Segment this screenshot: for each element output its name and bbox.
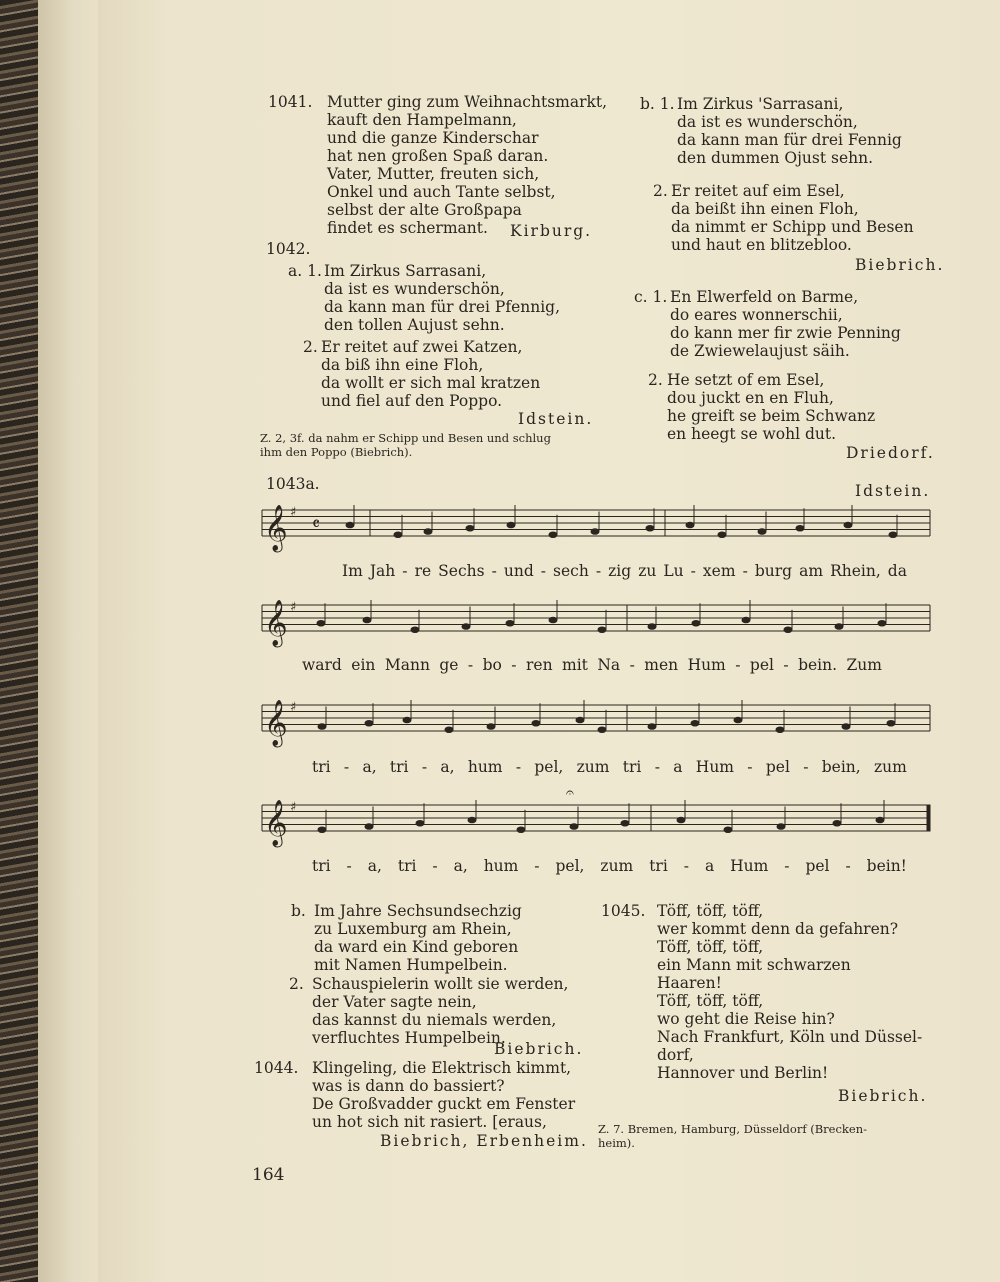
final-bar [927, 805, 930, 831]
song-1044-place: Biebrich, Erbenheim. [380, 1132, 588, 1150]
lyric-syllable: - [629, 656, 635, 674]
note-head [718, 531, 727, 538]
lyric-syllable: xem [702, 562, 736, 580]
lyric-syllable: Mann [384, 656, 430, 674]
lyric-syllable: - [511, 656, 517, 674]
song-1043b-verse1: Im Jahre Sechsundsechzig zu Luxemburg am Rhein, da ward ein Kind geboren mit Namen Humpelbein. [314, 902, 522, 974]
lyric-syllable: bein! [866, 857, 907, 875]
lyric-syllable: bein, [821, 758, 861, 776]
note-head [394, 531, 403, 538]
song-number-1042: 1042. [266, 240, 311, 258]
lyric-syllable: zum [600, 857, 634, 875]
song-1042a-footnote: Z. 2, 3f. da nahm er Schipp und Besen und schlug ihm den Poppo (Biebrich). [260, 431, 551, 459]
lyric-syllable: tri [649, 857, 668, 875]
lyric-line [312, 857, 907, 875]
note-head [686, 522, 695, 529]
lyric-syllable: tri [397, 857, 417, 875]
lyric-syllable: pel [765, 758, 790, 776]
lyric-syllable: - [783, 656, 789, 674]
lyric-syllable: zig [608, 562, 632, 580]
note-head [742, 617, 751, 624]
lyric-syllable: tri [389, 758, 409, 776]
note-head [468, 817, 477, 824]
lyric-line [312, 758, 907, 776]
note-head [796, 525, 805, 532]
lyric-syllable: Hum [695, 758, 734, 776]
lyric-syllable: - [803, 758, 809, 776]
note-head [889, 531, 898, 538]
note-head [646, 525, 655, 532]
lyric-syllable: burg [754, 562, 793, 580]
treble-clef: 𝄞 [264, 800, 288, 846]
lyric-syllable: - [845, 857, 851, 875]
note-head [692, 620, 701, 627]
note-head [724, 826, 733, 833]
song-1043b-label: b. [291, 902, 306, 920]
treble-clef: 𝄞 [264, 600, 288, 646]
note-head [445, 726, 454, 733]
song-1044-text: Klingeling, die Elektrisch kimmt, was is dann do bassiert? De Großvadder guckt em Fenster un hot sich nit rasiert. [eraus, [312, 1059, 576, 1131]
lyric-syllable: Lu [663, 562, 684, 580]
lyric-syllable: ein [351, 656, 376, 674]
lyric-syllable: zum [576, 758, 610, 776]
fermata: 𝄐 [566, 785, 574, 801]
note-head [598, 726, 607, 733]
note-head [621, 820, 630, 827]
lyric-syllable: Sechs [438, 562, 485, 580]
lyric-syllable: sech [553, 562, 589, 580]
note-head [691, 720, 700, 727]
note-head [648, 723, 657, 730]
note-head [784, 626, 793, 633]
lyric-syllable: am [799, 562, 824, 580]
song-1042c-place: Driedorf. [846, 444, 935, 462]
song-1042b-label: b. 1. [640, 95, 675, 113]
song-1042c-verse2: He setzt of em Esel, dou juckt en en Fluh, he greift se beim Schwanz en heegt se wohl dut. [667, 371, 876, 443]
note-head [318, 826, 327, 833]
song-1042a-label: a. 1. [288, 262, 322, 280]
key-signature-sharp: ♯ [290, 800, 297, 815]
lyric-syllable: - [690, 562, 696, 580]
lyric-line [342, 562, 907, 580]
lyric-syllable: a, [453, 857, 468, 875]
note-head [532, 720, 541, 727]
lyric-syllable: pel [805, 857, 830, 875]
lyric-syllable: - [402, 562, 408, 580]
lyric-syllable: zu [638, 562, 657, 580]
lyric-syllable: pel, [555, 857, 585, 875]
lyric-syllable: tri [622, 758, 642, 776]
note-head [507, 522, 516, 529]
song-number-1041: 1041. [268, 93, 313, 111]
song-1041-place: Kirburg. [510, 222, 593, 240]
note-head [346, 522, 355, 529]
note-head [365, 823, 374, 830]
page-number: 164 [252, 1165, 285, 1185]
note-head [833, 820, 842, 827]
song-1042c-label: c. 1. [634, 288, 668, 306]
key-signature-sharp: ♯ [290, 700, 297, 715]
song-1043a-place: Idstein. [855, 482, 931, 500]
note-head [844, 522, 853, 529]
song-1042c-verse2-label: 2. [648, 371, 663, 389]
song-1042c-verse1: En Elwerfeld on Barme, do eares wonnerschii, do kann mer fir zwie Penning de Zwiewelaujust säih. [670, 288, 901, 360]
lyric-syllable: a [673, 758, 683, 776]
lyric-syllable: Na [597, 656, 621, 674]
lyric-syllable: - [343, 758, 350, 776]
note-head [878, 620, 887, 627]
lyric-syllable: a, [362, 758, 377, 776]
note-head [318, 723, 327, 730]
song-1045-text: Töff, töff, töff, wer kommt denn da gefahren? Töff, töff, töff, ein Mann mit schwarzen Haaren! Töff, töff, töff, wo geht die Reise hin? Nach Frankfurt, Köln und Düssel- dorf, Hannover und Berlin! [657, 902, 923, 1082]
note-head [576, 717, 585, 724]
lyric-syllable: pel [749, 656, 774, 674]
lyric-syllable: ward [302, 656, 342, 674]
lyric-syllable: zum [874, 758, 907, 776]
lyric-syllable: bein. [798, 656, 838, 674]
key-signature-sharp: ♯ [290, 505, 297, 520]
note-head [416, 820, 425, 827]
note-head [776, 726, 785, 733]
song-1042a-verse2-label: 2. [303, 338, 318, 356]
note-head [887, 720, 896, 727]
time-signature: 𝄴 [312, 514, 321, 535]
lyric-syllable: - [534, 857, 540, 875]
lyric-syllable: - [683, 857, 689, 875]
key-signature-sharp: ♯ [290, 600, 297, 615]
lyric-syllable: tri [312, 758, 331, 776]
lyric-syllable: - [421, 758, 428, 776]
note-head [487, 723, 496, 730]
note-head [648, 623, 657, 630]
lyric-syllable: hum [483, 857, 519, 875]
note-head [549, 617, 558, 624]
note-head [411, 626, 420, 633]
song-1041-text: Mutter ging zum Weihnachtsmarkt, kauft den Hampelmann, und die ganze Kinderschar hat nen großen Spaß daran. Vater, Mutter, freuten sich, Onkel und auch Tante selbst, selbst der alte Großpapa findet es schermant. [327, 93, 608, 237]
note-head [506, 620, 515, 627]
lyric-syllable: hum [467, 758, 503, 776]
lyric-syllable: bo [482, 656, 502, 674]
song-1043b-place: Biebrich. [494, 1040, 584, 1058]
lyric-syllable: - [595, 562, 602, 580]
song-number-1045: 1045. [601, 902, 646, 920]
lyric-syllable: Im [342, 562, 363, 580]
lyric-syllable: da [887, 562, 907, 580]
song-number-1044: 1044. [254, 1059, 299, 1077]
note-head [317, 620, 326, 627]
lyric-syllable: a, [440, 758, 455, 776]
lyric-syllable: - [515, 758, 522, 776]
song-1042b-place: Biebrich. [855, 256, 945, 274]
lyric-syllable: Hum [687, 656, 726, 674]
lyric-syllable: - [742, 562, 748, 580]
song-1042a-place: Idstein. [518, 410, 594, 428]
lyric-syllable: - [784, 857, 790, 875]
lyric-syllable: - [654, 758, 660, 776]
lyric-syllable: - [540, 562, 547, 580]
lyric-syllable: mit [562, 656, 588, 674]
note-head [591, 528, 600, 535]
song-1042a-verse1: Im Zirkus Sarrasani, da ist es wunderschön, da kann man für drei Pfennig, den tollen Aujust sehn. [324, 262, 561, 334]
note-head [777, 823, 786, 830]
note-head [466, 525, 475, 532]
lyric-syllable: Rhein, [830, 562, 881, 580]
song-1042b-verse1: Im Zirkus 'Sarrasani, da ist es wunderschön, da kann man für drei Fennig den dummen Ojust sehn. [677, 95, 902, 167]
song-1042b-verse2: Er reitet auf eim Esel, da beißt ihn einen Floh, da nimmt er Schipp und Besen und haut en blitzebloo. [671, 182, 914, 254]
note-head [842, 723, 851, 730]
lyric-syllable: - [346, 857, 352, 875]
note-head [876, 817, 885, 824]
song-1045-place: Biebrich. [838, 1087, 928, 1105]
note-head [517, 826, 526, 833]
note-head [365, 720, 374, 727]
lyric-syllable: - [432, 857, 438, 875]
lyric-syllable: Hum [730, 857, 769, 875]
song-1043b-verse2: Schauspielerin wollt sie werden, der Vater sagte nein, das kannst du niemals werden, verfluchtes Humpelbein. [312, 975, 569, 1047]
note-head [734, 717, 743, 724]
song-1045-footnote: Z. 7. Bremen, Hamburg, Düsseldorf (Brecken- heim). [598, 1122, 867, 1150]
lyric-syllable: ren [525, 656, 553, 674]
lyric-syllable: - [735, 656, 741, 674]
note-head [758, 528, 767, 535]
lyric-syllable: ge [439, 656, 459, 674]
song-1042b-verse2-label: 2. [653, 182, 668, 200]
note-head [403, 717, 412, 724]
lyric-syllable: und [503, 562, 534, 580]
note-head [363, 617, 372, 624]
lyric-syllable: re [414, 562, 432, 580]
lyric-line [302, 656, 882, 674]
lyric-syllable: Jah [369, 562, 396, 580]
note-head [424, 528, 433, 535]
lyric-syllable: - [491, 562, 497, 580]
note-head [462, 623, 471, 630]
note-head [570, 823, 579, 830]
lyric-syllable: men [644, 656, 679, 674]
treble-clef: 𝄞 [264, 700, 288, 746]
treble-clef: 𝄞 [264, 505, 288, 551]
note-head [835, 623, 844, 630]
lyric-syllable: a [704, 857, 715, 875]
lyric-syllable: tri [312, 857, 331, 875]
lyric-syllable: pel, [534, 758, 564, 776]
song-number-1043a: 1043a. [266, 475, 320, 493]
lyric-syllable: a, [367, 857, 382, 875]
song-1043b-verse2-label: 2. [289, 975, 304, 993]
lyric-syllable: - [747, 758, 753, 776]
lyric-syllable: - [467, 656, 474, 674]
note-head [677, 817, 686, 824]
note-head [598, 626, 607, 633]
song-1042a-verse2: Er reitet auf zwei Katzen, da biß ihn eine Floh, da wollt er sich mal kratzen und fiel auf den Poppo. [321, 338, 541, 410]
note-head [549, 531, 558, 538]
lyric-syllable: Zum [846, 656, 882, 674]
